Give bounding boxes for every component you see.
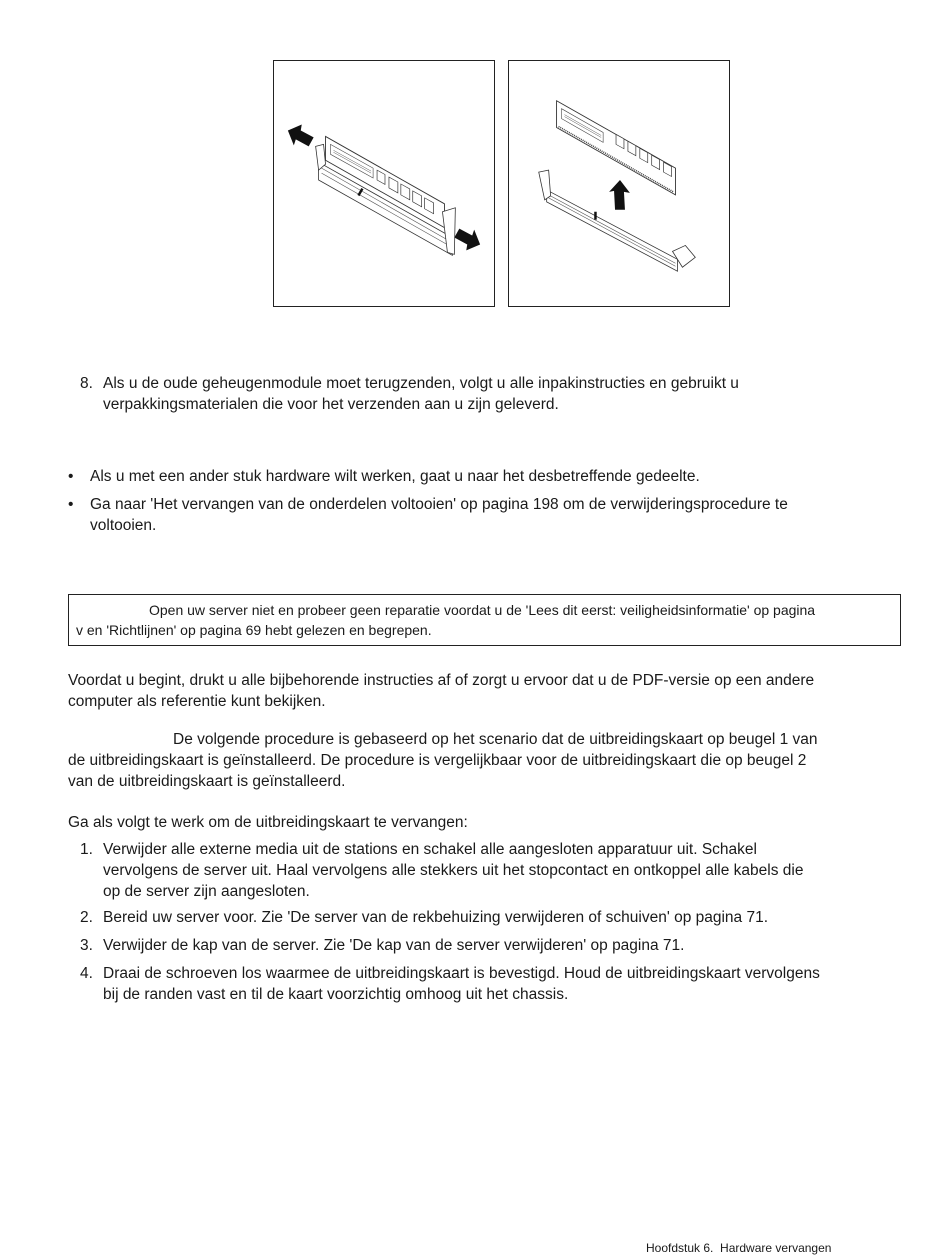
memory-module-release-illustration (274, 61, 494, 306)
step-number: 8. (80, 375, 93, 392)
footer-chapter: Hoofdstuk 6. (646, 1241, 714, 1255)
step-text-line: vervolgens de server uit. Haal vervolgens alle stekkers uit het stopcontact en ontkoppel alle kabels die (103, 862, 804, 879)
step-text-link[interactable]: Verwijder de kap van de server. Zie 'De kap van de server verwijderen' op pagina 71. (103, 937, 685, 954)
paragraph-line: Voordat u begint, drukt u alle bijbehorende instructies af of zorgt u ervoor dat u de PDF-versie op een andere (68, 672, 815, 689)
step-number: 3. (80, 937, 93, 954)
note-paragraph (68, 729, 908, 792)
step-text-line: bij de randen vast en til de kaart voorzichtig omhoog uit het chassis. (103, 986, 569, 1003)
safety-notice-box (68, 594, 901, 646)
list-item-step-8 (80, 373, 920, 415)
list-item-step-4 (80, 963, 920, 1005)
list-item-step-3 (80, 935, 920, 956)
step-number: 2. (80, 909, 93, 926)
list-item-step-1 (80, 839, 920, 902)
step-number: 4. (80, 965, 93, 982)
paragraph-line: van de uitbreidingskaart is geïnstalleerd. (68, 773, 346, 790)
paragraph-line: De volgende procedure is gebaseerd op het scenario dat de uitbreidingskaart op beugel 1 van (173, 731, 818, 748)
bullet-icon: • (68, 496, 74, 513)
list-item-step-2 (80, 907, 920, 928)
step-text-line: Verwijder alle externe media uit de stations en schakel alle aangesloten apparatuur uit. Schakel (103, 841, 757, 858)
arrow-right-icon (454, 229, 480, 251)
paragraph-line: computer als referentie kunt bekijken. (68, 693, 326, 710)
notice-text-line: Open uw server niet en probeer geen reparatie voordat u de 'Lees dit eerst: veiligheidsinformatie' op pagina (149, 602, 816, 618)
footer-title: Hardware vervangen (720, 1241, 832, 1255)
intro-paragraph (68, 670, 908, 712)
procedure-lead: Ga als volgt te werk om de uitbreidingskaart te vervangen: (68, 814, 468, 831)
figure-memory-module-remove (508, 60, 730, 307)
figure-memory-module-release (273, 60, 495, 307)
step-text-line: verpakkingsmaterialen die voor het verzenden aan u zijn geleverd. (103, 396, 559, 413)
bullet-text: voltooien. (90, 517, 157, 534)
page-footer (646, 1241, 831, 1255)
step-text-line: Draai de schroeven los waarmee de uitbreidingskaart is bevestigd. Houd de uitbreidingskaart vervolgens (103, 965, 820, 982)
bullet-text: Als u met een ander stuk hardware wilt werken, gaat u naar het desbetreffende gedeelte. (90, 468, 700, 485)
arrow-up-icon (609, 180, 630, 210)
paragraph-line: de uitbreidingskaart is geïnstalleerd. De procedure is vergelijkbaar voor de uitbreidingskaart die op beugel 2 (68, 752, 807, 769)
bullet-item (68, 466, 918, 487)
arrow-left-icon (288, 125, 314, 147)
bullet-text-link[interactable]: Ga naar 'Het vervangen van de onderdelen voltooien' op pagina 198 om de verwijderingsprocedure te (90, 496, 788, 513)
step-text-line: Als u de oude geheugenmodule moet terugzenden, volgt u alle inpakinstructies en gebruikt u (103, 375, 739, 392)
bullet-item (68, 494, 918, 536)
memory-module-remove-illustration (509, 61, 729, 306)
step-number: 1. (80, 841, 93, 858)
bullet-icon: • (68, 468, 74, 485)
notice-text-line: v en 'Richtlijnen' op pagina 69 hebt gelezen en begrepen. (76, 622, 432, 638)
step-text-line: op de server zijn aangesloten. (103, 883, 310, 900)
step-text-link[interactable]: Bereid uw server voor. Zie 'De server van de rekbehuizing verwijderen of schuiven' op pagina 71. (103, 909, 769, 926)
